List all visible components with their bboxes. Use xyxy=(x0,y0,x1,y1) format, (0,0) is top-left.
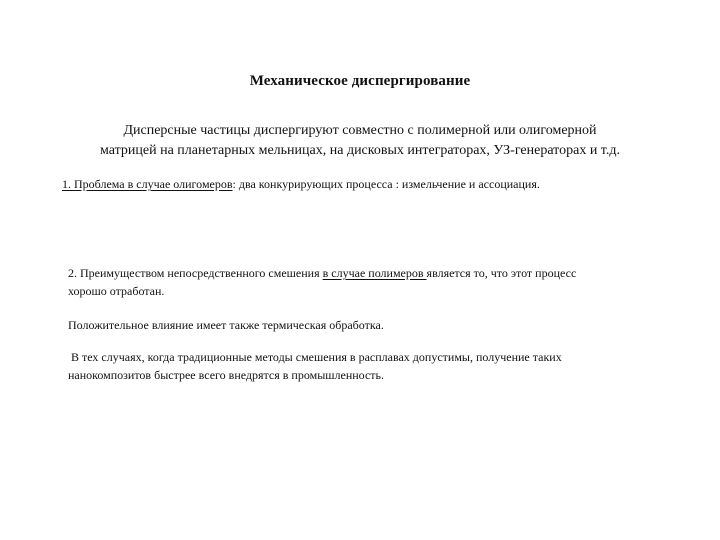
intro-line-2: матрицей на планетарных мельницах, на дисковых интеграторах, УЗ-генераторах и т.д. xyxy=(100,143,620,158)
intro-line-1: Дисперсные частицы диспергируют совместно с полимерной или олигомерной xyxy=(123,123,597,138)
point-3-thermal: Положительное влияние имеет также термическая обработка. xyxy=(68,318,384,332)
point-1-text: : два конкурирующих процесса : измельчение и ассоциация. xyxy=(232,177,540,191)
slide-title: Механическое диспергирование xyxy=(249,73,471,89)
point-2-line-2: хорошо отработан. xyxy=(68,284,165,298)
point-2-underlined: в случае полимеров xyxy=(322,266,427,280)
point-2-line-1 xyxy=(68,264,693,282)
point-4-line-2: нанокомпозитов быстрее всего внедрятся в промышленность. xyxy=(68,368,385,382)
point-2-text-after: является то, что этот процесс xyxy=(426,266,577,280)
point-4-line-1: В тех случаях, когда традиционные методы смешения в расплавах допустимы, получение таких xyxy=(68,350,562,364)
intro-paragraph xyxy=(40,121,680,161)
point-2-text-before: 2. Преимуществом непосредственного смешения xyxy=(68,266,323,280)
point-1-underlined-heading: 1. Проблема в случае олигомеров xyxy=(62,177,233,191)
point-1-oligomers xyxy=(62,175,702,193)
point-4-industry xyxy=(68,348,693,384)
point-2-polymers xyxy=(68,264,693,300)
